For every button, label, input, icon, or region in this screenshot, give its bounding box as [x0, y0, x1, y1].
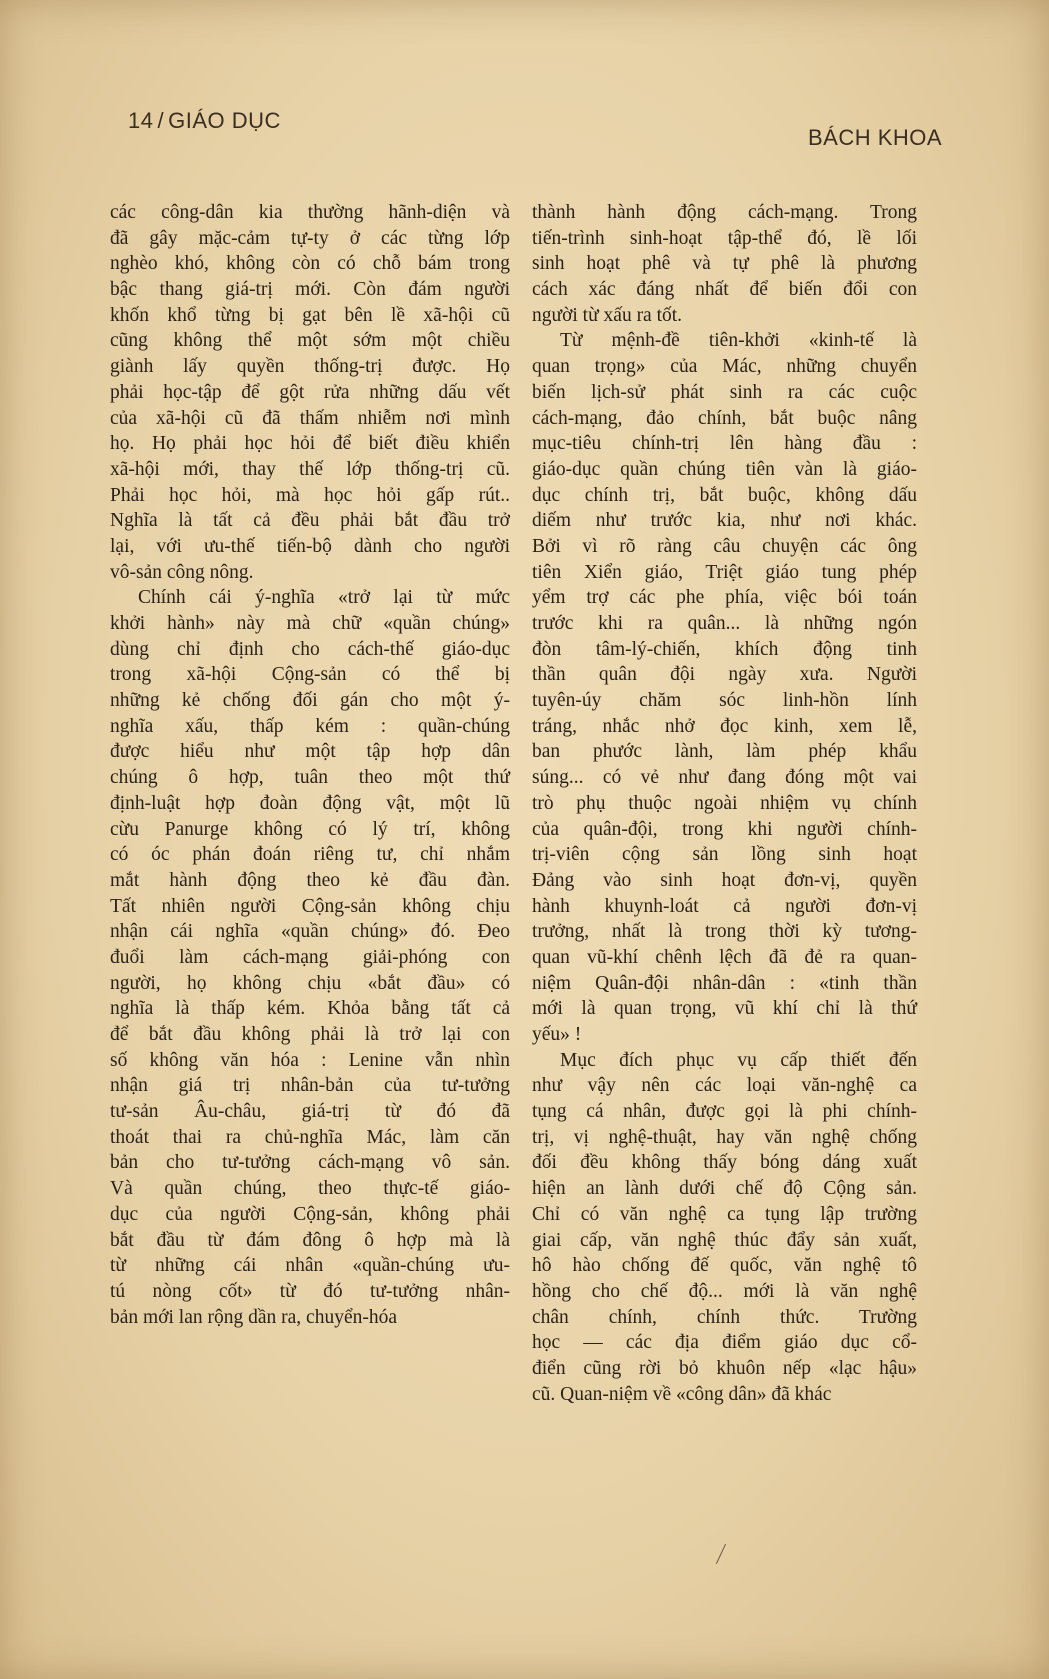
text-line: quan trọng» của Mác, những chuyển — [532, 356, 917, 378]
text-line: của xã-hội cũ đã thấm nhiễm nơi mình — [110, 407, 510, 429]
text-line: Mục đích phục vụ cấp thiết đến — [560, 1049, 917, 1071]
text-line: bản cho tư-tưởng cách-mạng vô sản. — [110, 1152, 510, 1174]
text-line: trưởng, nhất là trong thời kỳ tương- — [532, 921, 917, 943]
text-line: dục của người Cộng-sản, không phải — [110, 1203, 510, 1225]
text-line: các công-dân kia thường hãnh-diện và — [110, 202, 510, 223]
text-column-left — [110, 200, 510, 1330]
page-number: 14 — [128, 108, 154, 133]
text-line: lại, với ưu-thế tiến-bộ dành cho người — [110, 535, 510, 557]
text-line: người từ xấu ra tốt. — [532, 304, 683, 326]
text-line: tụng cá nhân, được gọi là phi chính- — [532, 1101, 917, 1123]
running-header-left — [128, 108, 281, 134]
text-line: giành lấy quyền thống-trị được. Họ — [110, 356, 510, 378]
text-line: trước khi ra quân... là những ngón — [532, 613, 917, 634]
text-line: mới là quan trọng, vũ khí chỉ là thứ — [532, 998, 917, 1020]
text-line: cách-mạng, đảo chính, bắt buộc nâng — [532, 407, 917, 429]
text-line: Phải học hỏi, mà học hỏi gấp rút.. — [110, 484, 510, 506]
text-line: tuyên-úy chăm sóc linh-hồn lính — [532, 690, 917, 712]
text-line: được hiểu như một tập hợp dân — [110, 741, 510, 763]
text-line: người, họ không chịu «bắt đầu» có — [110, 972, 510, 994]
text-line: nghĩa xấu, thấp kém : quần-chúng — [110, 715, 510, 737]
text-line: dùng chỉ định cho cách-thế giáo-dục — [110, 638, 510, 660]
text-line: nhận giá trị nhân-bản của tư-tưởng — [110, 1075, 510, 1097]
text-line: xã-hội mới, thay thế lớp thống-trị cũ. — [110, 458, 510, 480]
text-line: Bởi vì rõ ràng câu chuyện các ông — [532, 535, 917, 557]
text-line: nhận cái nghĩa «quần chúng» đó. Đeo — [110, 921, 510, 943]
text-line: khốn khổ từng bị gạt bên lề xã-hội cũ — [110, 304, 510, 326]
text-line: như vậy nên các loại văn-nghệ ca — [532, 1075, 917, 1097]
text-line: cũng không thể một sớm một chiều — [110, 330, 510, 352]
text-line: tiên Xiển giáo, Triệt giáo tung phép — [532, 561, 917, 583]
text-line: đòn tâm-lý-chiến, khích động tinh — [532, 638, 917, 660]
text-line: học — các địa điểm giáo dục cổ- — [532, 1332, 917, 1354]
text-line: hô hào chống đế quốc, văn nghệ tô — [532, 1255, 917, 1277]
text-line: để bắt đầu không phải là trở lại con — [110, 1024, 510, 1045]
text-line: tú nòng cốt» từ đó tư-tưởng nhân- — [110, 1280, 510, 1302]
text-line: thần quân đội ngày xưa. Người — [532, 664, 917, 686]
text-line: tiến-trình sinh-hoạt tập-thể đó, lề lối — [532, 227, 917, 249]
text-line: tráng, nhắc nhở đọc kinh, xem lễ, — [532, 715, 917, 737]
text-line: nghèo khó, không còn có chỗ bám trong — [110, 253, 510, 275]
text-line: đuổi làm cách-mạng giải-phóng con — [110, 946, 510, 968]
text-line: của quân-đội, trong khi người chính- — [532, 818, 917, 840]
text-line: tư-sản Âu-châu, giá-trị từ đó đã — [110, 1101, 510, 1123]
text-line: yếu» ! — [532, 1024, 582, 1045]
text-line: điển cũng rời bỏ khuôn nếp «lạc hậu» — [532, 1357, 917, 1379]
text-line: cũ. Quan-niệm về «công dân» đã khác — [532, 1383, 832, 1405]
text-line: chúng ô hợp, tuân theo một thứ — [110, 767, 510, 789]
text-line: thành hành động cách-mạng. Trong — [532, 202, 917, 223]
text-line: hồng cho chế độ... mới là văn nghệ — [532, 1280, 917, 1302]
text-line: bản mới lan rộng dần ra, chuyển-hóa — [110, 1306, 398, 1328]
text-line: ban phước lành, làm phép khẩu — [532, 741, 917, 763]
text-line: Đảng vào sinh hoạt đơn-vị, quyền — [532, 869, 917, 891]
text-line: bậc thang giá-trị mới. Còn đám người — [110, 279, 510, 301]
pencil-mark — [716, 1544, 735, 1569]
running-header-magazine: BÁCH KHOA — [808, 125, 943, 150]
text-line: yểm trợ các phe phía, việc bói toán — [532, 587, 917, 609]
text-line: biến lịch-sử phát sinh ra các cuộc — [532, 381, 917, 403]
text-line: đã gây mặc-cảm tự-ty ở các từng lớp — [110, 227, 510, 249]
text-line: trị-viên cộng sản lồng sinh hoạt — [532, 844, 917, 866]
text-line: từ những cái nhân «quần-chúng ưu- — [110, 1255, 510, 1277]
text-line: súng... có vẻ như đang đóng một vai — [532, 767, 917, 789]
section-title: GIÁO DỤC — [168, 108, 281, 133]
text-line: niệm Quân-đội nhân-dân : «tinh thần — [532, 972, 917, 994]
text-line: trong xã-hội Cộng-sản có thể bị — [110, 664, 510, 686]
text-line: Và quần chúng, theo thực-tế giáo- — [110, 1178, 510, 1200]
text-line: có óc phán đoán riêng tư, chỉ nhắm — [110, 844, 510, 866]
text-line: những kẻ chống đối gán cho một ý- — [110, 690, 510, 712]
text-line: diếm như trước kia, như nơi khác. — [532, 510, 917, 532]
text-line: mắt hành động theo kẻ đầu đàn. — [110, 869, 510, 891]
text-line: trị, vị nghệ-thuật, hay văn nghệ chống — [532, 1126, 917, 1148]
text-line: sinh hoạt phê và tự phê là phương — [532, 253, 917, 275]
text-line: Nghĩa là tất cả đều phải bắt đầu trở — [110, 510, 510, 532]
text-line: cách xác đáng nhất để biến đổi con — [532, 279, 917, 301]
text-line: phải học-tập để gột rửa những dấu vết — [110, 381, 510, 403]
header-separator: / — [157, 108, 165, 133]
text-line: vô-sản công nông. — [110, 561, 254, 583]
text-line: đối đều không thấy bóng dáng xuất — [532, 1152, 917, 1174]
text-line: quan vũ-khí chênh lệch đã đẻ ra quan- — [532, 946, 917, 968]
text-line: họ. Họ phải học hỏi để biết điều khiển — [110, 433, 510, 455]
text-line: chân chính, chính thức. Trường — [532, 1306, 917, 1328]
text-line: mục-tiêu chính-trị lên hàng đầu : — [532, 433, 917, 455]
text-line: Từ mệnh-đề tiên-khởi «kinh-tế là — [560, 330, 917, 352]
text-line: số không văn hóa : Lenine vẫn nhìn — [110, 1049, 510, 1071]
text-line: định-luật hợp đoàn động vật, một lũ — [110, 792, 510, 814]
text-line: hành khuynh-loát cả người đơn-vị — [532, 895, 917, 917]
text-line: Tất nhiên người Cộng-sản không chịu — [110, 895, 510, 917]
text-line: khởi hành» này mà chữ «quần chúng» — [110, 613, 510, 634]
text-line: nghĩa là thấp kém. Khỏa bằng tất cả — [110, 998, 510, 1020]
text-line: trò phụ thuộc ngoài nhiệm vụ chính — [532, 792, 917, 814]
text-line: thoát thai ra chủ-nghĩa Mác, làm căn — [110, 1126, 510, 1148]
text-column-right — [532, 200, 917, 1407]
text-line: dục chính trị, bắt buộc, không dấu — [532, 484, 917, 506]
text-line: Chỉ có văn nghệ ca tụng lập trường — [532, 1203, 917, 1225]
text-line: bắt đầu từ đám đông ô hợp mà là — [110, 1229, 510, 1251]
text-line: Chính cái ý-nghĩa «trở lại từ mức — [138, 587, 510, 609]
text-line: hiện an lành dưới chế độ Cộng sản. — [532, 1178, 917, 1200]
text-line: cừu Panurge không có lý trí, không — [110, 818, 510, 840]
text-line: giáo-dục quần chúng tiên vàn là giáo- — [532, 458, 917, 480]
text-line: giai cấp, văn nghệ thúc đẩy sản xuất, — [532, 1229, 917, 1251]
